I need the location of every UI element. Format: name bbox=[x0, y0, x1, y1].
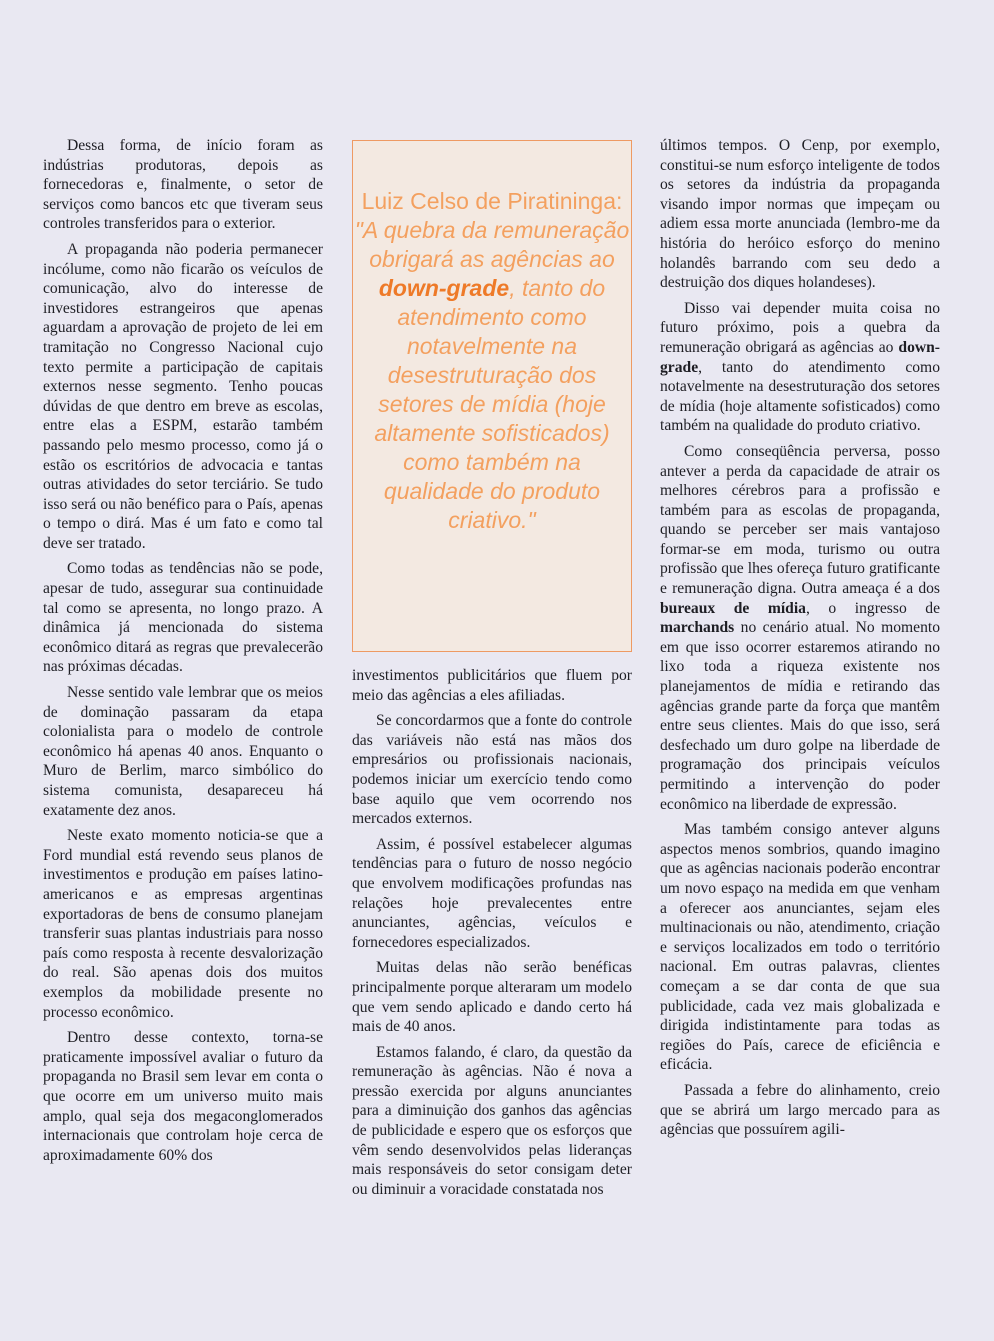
paragraph: A propaganda não poderia permanecer incólume, como não ficarão os veículos de comunicação, alvo do interesse de investidores estrangeiros que apenas aguardam a aprovação de projeto de lei em tramitação no Congresso Nacional cujo texto permite a participação de capitais externos nesse segmento. Tenho poucas dúvidas de que dentro em breve as escolas, entre elas a ESPM, estarão também passando pelo mesmo processo, como já o estão os escritórios de advocacia e tantas outras atividades do setor terciário. Se tudo isso será ou não benéfico para o País, apenas o tempo o dirá. Mas é um fato e como tal deve ser tratado. bbox=[43, 240, 323, 552]
paragraph: Neste exato momento noticia-se que a Ford mundial está revendo seus planos de investimentos e produção em países latino-americanos e as empresas argentinas exportadoras de bens de consumo planejam transferir suas plantas industriais para nosso país como resposta à recente desvalorização do real. São apenas dois dos muitos exemplos da mobilidade presente no processo econômico. bbox=[43, 827, 323, 1021]
bold-term: down-grade bbox=[660, 338, 940, 376]
bold-term: bureaux de mídia bbox=[660, 599, 806, 617]
text-run: no cenário atual. No momento em que isso ocorrer estaremos atirando no lixo toda a riqueza existente nos planejamentos de mídia e retirando das agências grande parte da força que mantêm entre seus clientes. Mais do que isso, será desfechado um duro golpe na liberdade de programação dos principais veículos permitindo a intervenção do poder econômico na liberdade de expressão. bbox=[660, 619, 940, 813]
bold-term: marchands bbox=[660, 619, 735, 637]
paragraph: últimos tempos. O Cenp, por exemplo, constitui-se num esforço inteligente de todos os setores da indústria da propaganda visando impor normas que impeçam ou adiem essa morte anunciada (lembro-me da história do heróico esforço do menino holandês barrando com seu dedo a destruição dos diques holandeses). bbox=[660, 137, 940, 292]
paragraph: Muitas delas não serão benéficas principalmente porque alteraram um modelo que vem sendo aplicado e dando certo há mais de 40 anos. bbox=[352, 959, 632, 1036]
paragraph: Assim, é possível estabelecer algumas tendências para o futuro de nosso negócio que envolvem modificações profundas nas relações hoje prevalecentes entre anunciantes, agências, veículos e fornecedores especializados. bbox=[352, 835, 632, 951]
paragraph: Estamos falando, é claro, da questão da remuneração às agências. Não é nova a pressão exercida por alguns anunciantes para a diminuição dos ganhos das agências de publicidade e espero que os esforços que vêm sendo desenvolvidos pelas lideranças mais responsáveis do setor consigam deter ou diminuir a voracidade constatada nos bbox=[352, 1043, 632, 1198]
pull-quote-highlight: down-grade bbox=[378, 275, 510, 301]
paragraph: Nesse sentido vale lembrar que os meios de dominação passaram da etapa colonialista para o modelo de controle econômico há apenas 40 anos. Enquanto o Muro de Berlim, marco simbólico do sistema comunista, desapareceu há exatamente dez anos. bbox=[43, 684, 323, 819]
paragraph: Passada a febre do alinhamento, creio que se abrirá um largo mercado para as agências que possuírem agili- bbox=[660, 1081, 940, 1139]
paragraph: Mas também consigo antever alguns aspectos menos sombrios, quando imagino que as agências nacionais poderão encontrar um novo espaço na medida em que venham a oferecer aos anunciantes, sejam eles multinacionais ou não, atendimento, criação e serviços localizados em todo o território nacional. Em outras palavras, clientes começam a se dar conta de que sua publicidade, cada vez mais globalizada e dirigida indistintamente para todas as regiões do País, carece de eficiência e eficácia. bbox=[660, 821, 940, 1074]
column-middle bbox=[352, 666, 632, 1205]
text-run: Disso vai depender muita coisa no futuro próximo, pois a quebra da remuneração obrigará as agências ao bbox=[660, 299, 940, 356]
paragraph: Como todas as tendências não se pode, apesar de tudo, assegurar sua continuidade tal como se apresenta, no longo prazo. A dinâmica já mencionada do sistema econômico ditará as regras que prevalecerão nas próximas décadas. bbox=[43, 560, 323, 676]
paragraph: Dessa forma, de início foram as indústrias produtoras, depois as fornecedoras e, finalmente, o setor de serviços como bancos etc que tiveram seus controles transferidos para o exterior. bbox=[43, 137, 323, 233]
paragraph: investimentos publicitários que fluem por meio das agências a eles afiliadas. bbox=[352, 667, 632, 704]
pull-quote-box bbox=[352, 140, 632, 652]
paragraph: Dentro desse contexto, torna-se praticamente impossível avaliar o futuro da propaganda no Brasil sem levar em conta o que ocorre em um universo muito mais amplo, qual seja dos megaconglomerados internacionais que controlam hoje cerca de aproximadamente 60% dos bbox=[43, 1029, 323, 1164]
text-run: Como conseqüência perversa, posso antever a perda da capacidade de atrair os melhores cérebros para a profissão e também para as escolas de propaganda, quando se perceber ser mais vantajoso formar-se em moda, turismo ou outra profissão que lhes ofereça futuro gratificante e remuneração digna. Outra ameaça é a dos bbox=[660, 442, 940, 598]
pull-quote-end: , tanto do atendimento como notavelmente na desestruturação dos setores de mídia (hoje altamente sofisticados) como também na qualidade do produto criativo." bbox=[374, 275, 610, 533]
pull-quote-start: "A quebra da remuneração obrigará as agências ao bbox=[354, 217, 630, 272]
paragraph bbox=[660, 442, 940, 814]
paragraph bbox=[660, 299, 940, 436]
column-left bbox=[43, 136, 323, 1171]
text-run: , o ingresso de bbox=[805, 599, 940, 617]
pull-quote-attribution: Luiz Celso de Piratininga: bbox=[361, 188, 623, 214]
pull-quote-text bbox=[353, 216, 631, 535]
text-run: , tanto do atendimento como notavelmente na desestruturação dos setores de mídia (hoje altamente sofisticados) como também na qualidade do produto criativo. bbox=[660, 358, 940, 435]
column-right bbox=[660, 136, 940, 1146]
paragraph: Se concordarmos que a fonte do controle das variáveis não está nas mãos dos empresários ou profissionais nacionais, podemos iniciar um exercício tendo como base aquilo que vem ocorrendo nos mercados externos. bbox=[352, 712, 632, 828]
